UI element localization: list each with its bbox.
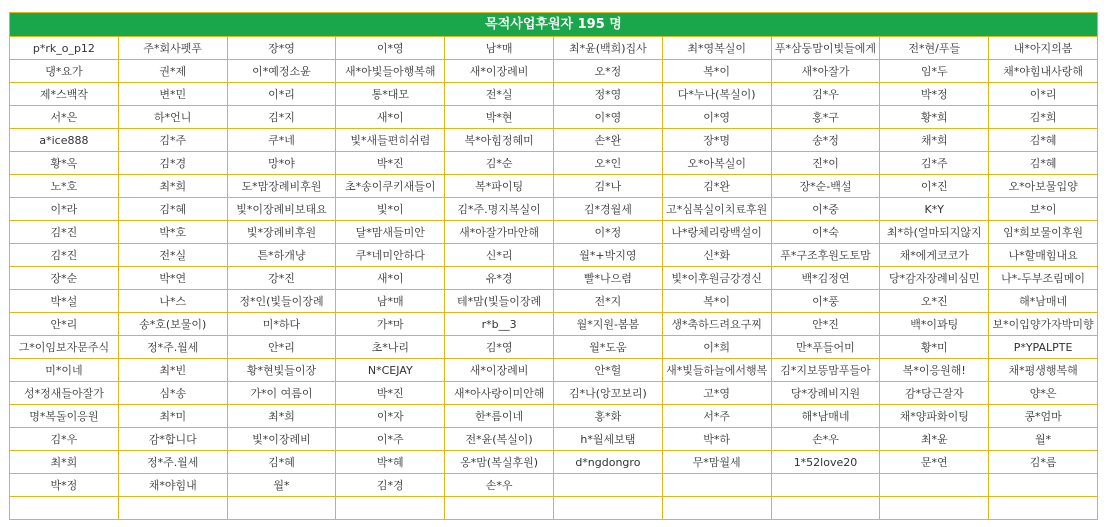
donor-name-cell: 빛*새들편히쉬렴	[336, 129, 445, 152]
donor-name-cell: 김*주	[880, 152, 989, 175]
donor-name-cell: 김*혜	[118, 198, 227, 221]
donor-name-cell: 김*우	[771, 83, 880, 106]
donor-name-cell: 박*연	[118, 267, 227, 290]
table-row	[10, 428, 1098, 451]
table-row	[10, 175, 1098, 198]
donor-name-cell: 장*영	[227, 37, 336, 60]
donor-name-cell: 이*영	[662, 106, 771, 129]
donor-name-cell: 해*남매네	[771, 405, 880, 428]
donor-name-cell: 김*영	[445, 336, 554, 359]
donor-name-cell: 최*영복실이	[662, 37, 771, 60]
donor-name-cell: 채*에게코코가	[880, 244, 989, 267]
donor-name-cell: 김*주.명지복실이	[445, 198, 554, 221]
donor-name-cell: 문*연	[880, 451, 989, 474]
donor-name-cell: 송*정	[771, 129, 880, 152]
donor-name-cell: 한*름이네	[445, 405, 554, 428]
donor-name-cell: 도*맘장례비후원	[227, 175, 336, 198]
donor-name-cell: 김*름	[989, 451, 1098, 474]
table-row	[10, 313, 1098, 336]
table-row	[10, 244, 1098, 267]
donor-name-cell: 심*송	[118, 382, 227, 405]
donor-name-cell: 김*주	[118, 129, 227, 152]
donor-name-cell: 이*리	[227, 83, 336, 106]
donor-name-cell: 고*심복실이치료후원	[662, 198, 771, 221]
donor-name-cell: 신*리	[445, 244, 554, 267]
donor-name-cell: 채*희	[880, 129, 989, 152]
donor-name-cell	[227, 497, 336, 520]
table-row	[10, 129, 1098, 152]
donor-table-body	[10, 37, 1098, 520]
donor-name-cell: 남*매	[336, 290, 445, 313]
donor-name-cell: 서*은	[10, 106, 119, 129]
donor-name-cell: 나*랑체리랑백설이	[662, 221, 771, 244]
donor-name-cell	[553, 497, 662, 520]
donor-name-cell: 김*경	[118, 152, 227, 175]
donor-name-cell: 월*	[989, 428, 1098, 451]
donor-name-cell: 정*영	[553, 83, 662, 106]
donor-name-cell: 황*현빛들이장	[227, 359, 336, 382]
table-row	[10, 474, 1098, 497]
donor-name-cell: 월*지원-봄봄	[553, 313, 662, 336]
donor-name-cell: 최*희	[118, 175, 227, 198]
donor-name-cell: 이*희	[662, 336, 771, 359]
donor-name-cell: P*YPALPTE	[989, 336, 1098, 359]
donor-name-cell: 제*스백작	[10, 83, 119, 106]
donor-name-cell: 이*풍	[771, 290, 880, 313]
donor-name-cell: 장*순	[10, 267, 119, 290]
donor-name-cell: 전*현/푸들	[880, 37, 989, 60]
donor-name-cell: 오*정	[553, 60, 662, 83]
donor-name-cell: 하*언니	[118, 106, 227, 129]
donor-name-cell: 박*정	[10, 474, 119, 497]
donor-name-cell: 월*도움	[553, 336, 662, 359]
donor-name-cell: 주*회사펫푸	[118, 37, 227, 60]
donor-name-cell: 박*현	[445, 106, 554, 129]
table-row	[10, 359, 1098, 382]
donor-name-cell: 해*남매네	[989, 290, 1098, 313]
donor-name-cell: 그*이임보자문주식	[10, 336, 119, 359]
donor-name-cell: 빨*나으렴	[553, 267, 662, 290]
donor-name-cell	[989, 497, 1098, 520]
donor-name-cell: 김*혜	[989, 129, 1098, 152]
donor-name-cell: 오*인	[553, 152, 662, 175]
donor-name-cell: 새*이장례비	[445, 60, 554, 83]
donor-name-cell: 박*진	[336, 152, 445, 175]
donor-name-cell: 댕*요가	[10, 60, 119, 83]
donor-name-cell: 황*미	[880, 336, 989, 359]
donor-name-cell: 무*맘월세	[662, 451, 771, 474]
donor-name-cell: 김*경월세	[553, 198, 662, 221]
donor-name-cell: 김*나	[553, 175, 662, 198]
donor-name-cell: 다*누나(복실이)	[662, 83, 771, 106]
donor-name-cell: 박*진	[336, 382, 445, 405]
donor-name-cell: 새*아잘가	[771, 60, 880, 83]
donor-name-cell: 테*맘(빛들이장례	[445, 290, 554, 313]
donor-name-cell: 진*이	[771, 152, 880, 175]
donor-name-cell: 월*+박지영	[553, 244, 662, 267]
donor-name-cell: 푸*구조후원도토맘	[771, 244, 880, 267]
donor-name-cell: 새*이	[336, 267, 445, 290]
donor-name-cell: 미*하다	[227, 313, 336, 336]
donor-name-cell: 빛*이장례비보태요	[227, 198, 336, 221]
donor-name-cell	[553, 474, 662, 497]
donor-name-cell: 새*아빛들아행복해	[336, 60, 445, 83]
donor-name-cell: 안*리	[227, 336, 336, 359]
donor-name-cell: 가*마	[336, 313, 445, 336]
donor-name-cell: 명*복돌이응원	[10, 405, 119, 428]
table-row	[10, 336, 1098, 359]
donor-name-cell: 정*주.월세	[118, 336, 227, 359]
donor-name-cell: 복*파이팅	[445, 175, 554, 198]
donor-name-cell: 황*옥	[10, 152, 119, 175]
donor-name-cell: d*ngdongro	[553, 451, 662, 474]
donor-name-cell: 임*희보물이후원	[989, 221, 1098, 244]
donor-name-cell: 이*라	[10, 198, 119, 221]
donor-name-cell: 이*정	[553, 221, 662, 244]
donor-name-cell: 복*아힘정혜미	[445, 129, 554, 152]
donor-name-cell: 김*우	[10, 428, 119, 451]
donor-name-cell: 박*정	[880, 83, 989, 106]
donor-name-cell: 월*	[227, 474, 336, 497]
donor-name-cell: 채*평생행복해	[989, 359, 1098, 382]
table-row	[10, 267, 1098, 290]
donor-name-cell	[662, 497, 771, 520]
donor-name-cell: 최*희	[10, 451, 119, 474]
donor-name-cell	[880, 497, 989, 520]
donor-name-cell: 손*완	[553, 129, 662, 152]
donor-name-cell: 이*자	[336, 405, 445, 428]
donor-name-cell: 당*장례비지원	[771, 382, 880, 405]
donor-name-cell: 초*송이쿠키새들이	[336, 175, 445, 198]
donor-name-cell: 송*호(보물이)	[118, 313, 227, 336]
donor-name-cell: 안*리	[10, 313, 119, 336]
donor-name-cell	[771, 474, 880, 497]
donor-name-cell: 김*혜	[989, 152, 1098, 175]
donor-name-cell: 최*미	[118, 405, 227, 428]
donor-name-cell	[989, 474, 1098, 497]
donor-name-cell	[118, 497, 227, 520]
donor-name-cell: 전*지	[553, 290, 662, 313]
donor-name-cell: 새*이장례비	[445, 359, 554, 382]
donor-name-cell: 새*아사랑이미안해	[445, 382, 554, 405]
donor-name-cell: 채*양파화이팅	[880, 405, 989, 428]
table-row	[10, 37, 1098, 60]
donor-name-cell: 빛*장례비후원	[227, 221, 336, 244]
donor-name-cell: 미*이네	[10, 359, 119, 382]
donor-name-cell: 최*하(얼마되지않지	[880, 221, 989, 244]
donor-name-cell: 변*민	[118, 83, 227, 106]
donor-name-cell: h*월세보탬	[553, 428, 662, 451]
donor-name-cell: 김*희	[989, 106, 1098, 129]
donor-name-cell: 권*제	[118, 60, 227, 83]
donor-name-cell: 이*예정소윤	[227, 60, 336, 83]
donor-name-cell: 나*할매힘내요	[989, 244, 1098, 267]
donor-name-cell: 안*헐	[553, 359, 662, 382]
donor-name-cell: 초*나리	[336, 336, 445, 359]
table-row	[10, 106, 1098, 129]
donor-name-cell: 성*정새들아잘가	[10, 382, 119, 405]
donor-name-cell: 장*순-백설	[771, 175, 880, 198]
donor-name-cell: 서*주	[662, 405, 771, 428]
donor-name-cell: 유*경	[445, 267, 554, 290]
table-row	[10, 290, 1098, 313]
donor-name-cell: 망*야	[227, 152, 336, 175]
donor-name-cell: 강*진	[227, 267, 336, 290]
donor-name-cell: 오*아복실이	[662, 152, 771, 175]
table-row	[10, 83, 1098, 106]
table-row	[10, 497, 1098, 520]
donor-name-cell: 이*숙	[771, 221, 880, 244]
donor-name-cell: 복*이응원해!	[880, 359, 989, 382]
donor-name-cell: 정*인(빛들이장례	[227, 290, 336, 313]
donor-name-cell: 오*진	[880, 290, 989, 313]
donor-name-cell: 감*당근잘자	[880, 382, 989, 405]
donor-name-cell: 노*호	[10, 175, 119, 198]
donor-name-cell: 푸*삼둥맘이빛들에게	[771, 37, 880, 60]
table-row	[10, 221, 1098, 244]
table-row	[10, 382, 1098, 405]
donor-name-cell: 장*명	[662, 129, 771, 152]
donor-name-cell: 김*경	[336, 474, 445, 497]
donor-name-cell	[10, 497, 119, 520]
donor-name-cell: 홍*화	[553, 405, 662, 428]
donor-name-cell: 김*순	[445, 152, 554, 175]
donor-name-cell: 튼*하개냥	[227, 244, 336, 267]
donor-name-cell: K*Y	[880, 198, 989, 221]
donor-name-cell: 채*야힘내	[118, 474, 227, 497]
donor-name-cell: 빛*이후원금강경신	[662, 267, 771, 290]
donor-name-cell: 김*진	[10, 221, 119, 244]
donor-name-cell: 이*중	[771, 198, 880, 221]
donor-name-cell: 김*지보뜽맘푸들아	[771, 359, 880, 382]
table-row	[10, 152, 1098, 175]
donor-name-cell: 임*두	[880, 60, 989, 83]
donor-name-cell: 복*이	[662, 290, 771, 313]
donor-name-cell: 김*지	[227, 106, 336, 129]
donor-name-cell: 옹*맘(복실후원)	[445, 451, 554, 474]
donor-name-cell: 안*진	[771, 313, 880, 336]
donor-name-cell: 만*푸들어미	[771, 336, 880, 359]
donor-name-cell: 고*영	[662, 382, 771, 405]
donor-name-cell: 보*이입양가자박미향	[989, 313, 1098, 336]
donor-name-cell: 정*주.월세	[118, 451, 227, 474]
donor-name-cell: 내*아지의봄	[989, 37, 1098, 60]
donor-name-cell: 생*축하드려요구찌	[662, 313, 771, 336]
donor-name-cell: r*b__3	[445, 313, 554, 336]
donor-name-cell: 쿠*네미안하다	[336, 244, 445, 267]
donor-name-cell: 김*혜	[227, 451, 336, 474]
donor-name-cell: 이*영	[336, 37, 445, 60]
donor-name-cell: 새*빛들하늘에서행복	[662, 359, 771, 382]
donor-name-cell: 빛*이장례비	[227, 428, 336, 451]
donor-name-cell: 나*스	[118, 290, 227, 313]
donor-name-cell: 당*감자장례비심민	[880, 267, 989, 290]
donor-name-cell: 박*설	[10, 290, 119, 313]
donor-name-cell: 감*합니다	[118, 428, 227, 451]
donor-table	[9, 36, 1098, 520]
donor-list-panel	[9, 12, 1098, 520]
donor-name-cell: 이*리	[989, 83, 1098, 106]
table-row	[10, 405, 1098, 428]
donor-name-cell: 1*52love20	[771, 451, 880, 474]
donor-name-cell: 복*이	[662, 60, 771, 83]
donor-name-cell: p*rk_o_p12	[10, 37, 119, 60]
donor-name-cell	[880, 474, 989, 497]
donor-list-title: 목적사업후원자 195 명	[9, 12, 1098, 36]
donor-name-cell: 박*호	[118, 221, 227, 244]
donor-name-cell	[445, 497, 554, 520]
table-row	[10, 198, 1098, 221]
donor-name-cell: 나*-두부조림메이	[989, 267, 1098, 290]
donor-name-cell: 전*실	[445, 83, 554, 106]
donor-name-cell: 전*실	[118, 244, 227, 267]
donor-name-cell: 백*이꽈팅	[880, 313, 989, 336]
donor-name-cell: 보*이	[989, 198, 1098, 221]
donor-name-cell: 가*이 여름이	[227, 382, 336, 405]
donor-name-cell: 김*나(앙꼬보리)	[553, 382, 662, 405]
donor-name-cell: 백*김정연	[771, 267, 880, 290]
donor-name-cell: 쿠*네	[227, 129, 336, 152]
donor-name-cell: 채*야힘내사랑해	[989, 60, 1098, 83]
donor-name-cell: 최*빈	[118, 359, 227, 382]
donor-name-cell: 빛*이	[336, 198, 445, 221]
donor-name-cell: 김*완	[662, 175, 771, 198]
donor-name-cell: 콩*엄마	[989, 405, 1098, 428]
donor-name-cell: 새*이	[336, 106, 445, 129]
donor-name-cell: N*CEJAY	[336, 359, 445, 382]
donor-name-cell	[336, 497, 445, 520]
donor-name-cell: 달*맘새들미안	[336, 221, 445, 244]
donor-name-cell: 이*주	[336, 428, 445, 451]
donor-name-cell: 이*진	[880, 175, 989, 198]
table-row	[10, 451, 1098, 474]
donor-name-cell: 최*윤	[880, 428, 989, 451]
donor-name-cell: 김*진	[10, 244, 119, 267]
table-row	[10, 60, 1098, 83]
donor-name-cell: 통*대모	[336, 83, 445, 106]
donor-name-cell: 새*아잘가마안해	[445, 221, 554, 244]
donor-name-cell: 최*희	[227, 405, 336, 428]
donor-name-cell: 신*화	[662, 244, 771, 267]
donor-name-cell: 남*매	[445, 37, 554, 60]
donor-name-cell: 손*우	[771, 428, 880, 451]
donor-name-cell: 홍*구	[771, 106, 880, 129]
donor-name-cell	[771, 497, 880, 520]
donor-name-cell: 전*윤(복실이)	[445, 428, 554, 451]
donor-name-cell: 박*혜	[336, 451, 445, 474]
donor-name-cell: 박*하	[662, 428, 771, 451]
donor-name-cell: 최*윤(백희)집사	[553, 37, 662, 60]
donor-name-cell: a*ice888	[10, 129, 119, 152]
donor-name-cell: 이*영	[553, 106, 662, 129]
donor-name-cell	[662, 474, 771, 497]
donor-name-cell: 오*아보물입양	[989, 175, 1098, 198]
donor-name-cell: 양*은	[989, 382, 1098, 405]
donor-name-cell: 손*우	[445, 474, 554, 497]
donor-name-cell: 황*희	[880, 106, 989, 129]
